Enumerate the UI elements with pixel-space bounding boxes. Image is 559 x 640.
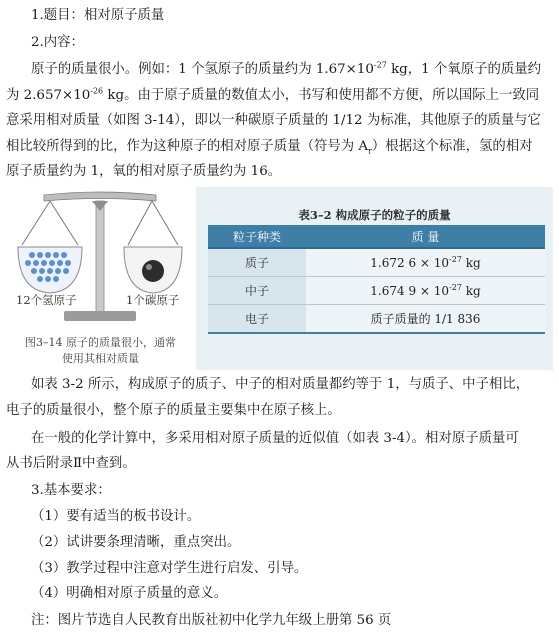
balance-pillar: [96, 201, 104, 313]
right-pan-label: 1个碳原子: [126, 293, 180, 307]
particle-mass-table-panel: [196, 187, 553, 370]
list-item: （4）明确相对原子质量的意义。: [31, 586, 227, 601]
caption-line: 图3–14 原子的质量很小，通常: [25, 336, 176, 349]
caption-line: 使用其相对质量: [62, 352, 139, 365]
left-pan-label: 12个氢原子: [16, 293, 77, 307]
table-header-row: [208, 225, 545, 248]
table-header: 粒子种类: [208, 225, 306, 248]
section-title-topic: 1.题目：相对原子质量: [31, 8, 165, 23]
table-row: [208, 305, 545, 334]
table-title: 表3–2 构成原子的粒子的质量: [298, 208, 451, 222]
paragraph-line: 原子质量约为 1，氧的相对原子质量约为 16。: [6, 164, 282, 179]
source-note: 注：图片节选自人民教育出版社初中化学九年级上册第 56 页: [31, 613, 392, 628]
paragraph-line: 在一般的化学计算中，多采用相对原子质量的近似值（如表 3-4）。相对原子质量可: [31, 431, 519, 446]
particle-name: 电子: [208, 305, 306, 334]
paragraph-line: 如表 3-2 所示，构成原子的质子、中子的相对质量都约等于 1，与质子、中子相比，: [31, 377, 530, 392]
section-title-requirements: 3.基本要求：: [31, 483, 111, 498]
paragraph-line: 相比较所得到的比，作为这种原子的相对原子质量（符号为 $A_r$）根据这个标准，氢的相对: [6, 139, 533, 156]
particle-mass: 1.674 $9 \times 10^{-27}$ kg: [306, 277, 545, 305]
figure-caption: [6, 335, 195, 367]
table-row: [208, 248, 545, 277]
section-title-content: 2.内容：: [31, 35, 84, 50]
list-item: （1）要有适当的板书设计。: [31, 509, 201, 524]
paragraph-line: 电子的质量很小，整个原子的质量主要集中在原子核上。: [6, 403, 341, 418]
paragraph-line: 意采用相对质量（如图 3-14），即以一种碳原子质量的 1/12 为标准，其他原子的质量与它: [6, 113, 541, 128]
table-header: 质 量: [306, 225, 545, 248]
particle-mass-table: [208, 225, 545, 334]
list-item: （3）教学过程中注意对学生进行启发、引导。: [31, 561, 308, 576]
balance-base: [64, 311, 136, 321]
particle-mass: 1.672 $6 \times 10^{-27}$ kg: [306, 248, 545, 277]
carbon-atom-icon: [142, 260, 164, 282]
paragraph-line: 原子的质量很小。例如：1 个氢原子的质量约为 $1.67\times 10^{-27}$ kg，1 个氧原子的质量约: [31, 60, 542, 77]
table-row: [208, 277, 545, 305]
paragraph-line: 为 $2.657\times 10^{-26}$ kg。由于原子质量的数值太小，书写和使用都不方便，所以国际上一致同: [6, 86, 540, 103]
particle-name: 质子: [208, 248, 306, 277]
paragraph-line: 从书后附录Ⅱ中查到。: [6, 456, 136, 471]
list-item: （2）试讲要条理清晰，重点突出。: [31, 535, 241, 550]
particle-mass: 质子质量的 1/1 836: [306, 305, 545, 334]
particle-name: 中子: [208, 277, 306, 305]
